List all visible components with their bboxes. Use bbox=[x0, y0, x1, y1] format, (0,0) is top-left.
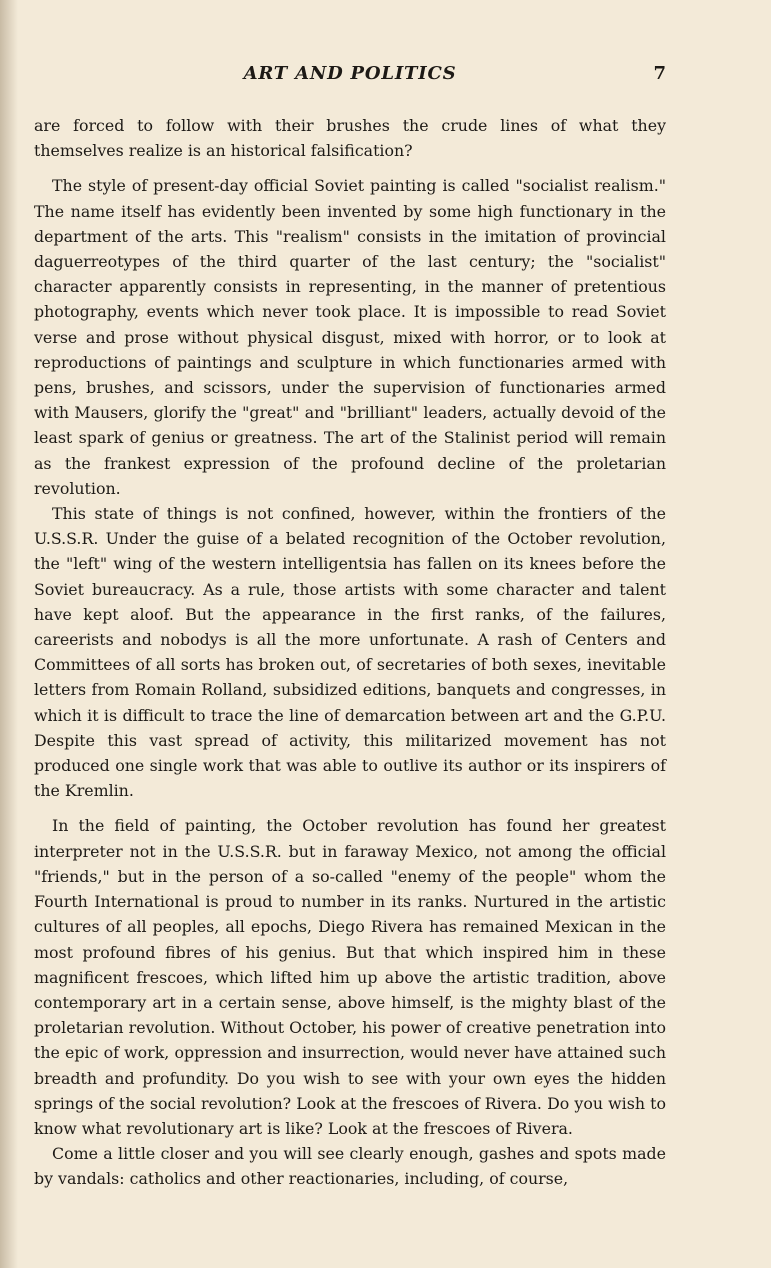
paragraph-1: are forced to follow with their brushes the crude lines of what they themselves realize is an historical falsification? bbox=[34, 116, 666, 161]
page-body bbox=[34, 113, 666, 1192]
page-header bbox=[34, 60, 666, 88]
paragraph-2: The style of present-day official Soviet painting is called "socialist realism." The name itself has evidently been invented by some high functionary in the department of the arts. This "realism" consists in the imitation of provincial daguerreotypes of the third quarter of the last century; the "socialist" character apparently consists in representing, in the manner of pretentious photography, events which never took place. It is impossible to read Soviet verse and prose without physical disgust, mixed with horror, or to look at reproductions of paintings and sculpture in which functionaries armed with pens, brushes, and scissors, under the supervision of functionaries armed with Mausers, glorify the "great" and "brilliant" leaders, actually devoid of the least spark of genius or greatness. The art of the Stalinist period will remain as the frankest expression of the profound decline of the proletarian revolution. bbox=[34, 176, 666, 498]
page-edge-shadow bbox=[0, 0, 18, 1268]
running-title: ART AND POLITICS bbox=[243, 63, 457, 84]
page-number: 7 bbox=[653, 63, 666, 84]
paragraph-5: Come a little closer and you will see clearly enough, gashes and spots made by vandals: catholics and other reactionaries, including, of course, bbox=[34, 1144, 666, 1189]
paragraph-3: This state of things is not confined, however, within the frontiers of the U.S.S.R. Under the guise of a belated recognition of the October revolution, the "left" wing of the western intelligentsia has fallen on its knees before the Soviet bureaucracy. As a rule, those artists with some character and talent have kept aloof. But the appearance in the first ranks, of the failures, careerists and nobodys is all the more unfortunate. A rash of Centers and Committees of all sorts has broken out, of secretaries of both sexes, inevitable letters from Romain Rolland, subsidized editions, banquets and congresses, in which it is difficult to trace the line of demarcation between art and the G.P.U. Despite this vast spread of activity, this militarized movement has not produced one single work that was able to outlive its author or its inspirers of the Kremlin. bbox=[34, 504, 666, 801]
paragraph-4: In the field of painting, the October revolution has found her greatest interpreter not in the U.S.S.R. but in faraway Mexico, not among the official "friends," but in the person of a so-called "enemy of the people" whom the Fourth International is proud to number in its ranks. Nurtured in the artistic cultures of all peoples, all epochs, Diego Rivera has remained Mexican in the most profound fibres of his genius. But that which inspired him in these magnificent frescoes, which lifted him up above the artistic tradition, above contemporary art in a certain sense, above himself, is the mighty blast of the proletarian revolution. Without October, his power of creative penetration into the epic of work, oppression and insurrection, would never have attained such breadth and profundity. Do you wish to see with your own eyes the hidden springs of the social revolution? Look at the frescoes of Rivera. Do you wish to know what revolutionary art is like? Look at the frescoes of Rivera. bbox=[34, 816, 666, 1138]
